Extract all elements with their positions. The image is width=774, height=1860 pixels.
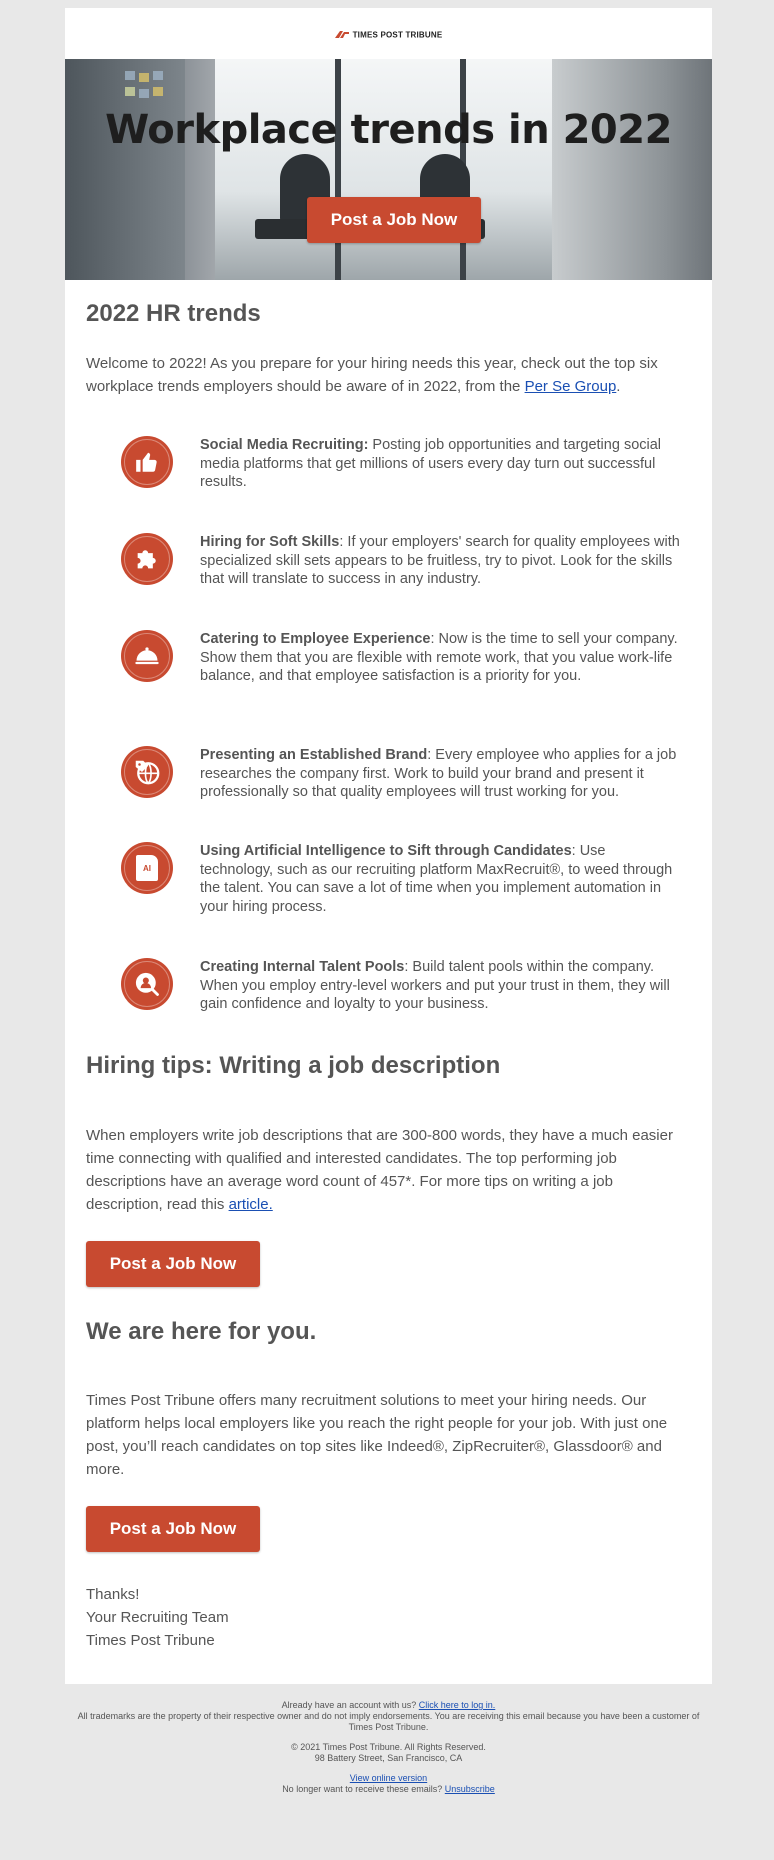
view-online-link[interactable]: View online version	[349, 1773, 428, 1783]
login-link[interactable]: Click here to log in.	[418, 1700, 496, 1710]
brand-logo[interactable]	[65, 30, 712, 39]
article-link[interactable]: article.	[228, 1196, 273, 1213]
trend-title: Using Artificial Intelligence to Sift through Candidates	[200, 843, 572, 859]
post-job-button[interactable]: Post a Job Now	[86, 1241, 260, 1287]
trend-body: : Every employee who applies for a job researches the company first. Work to build your brand and present it professionally so that quality employees will trust working for you.	[200, 747, 677, 800]
trend-body: Posting job opportunities and targeting social media platforms that get millions of users every day turn out successful results.	[200, 437, 662, 490]
hero-banner	[65, 59, 712, 280]
user-search-icon	[121, 958, 173, 1010]
brand-mark-icon	[335, 30, 349, 39]
trend-body: : If your employers' search for quality employees with specialized skill sets appears to be fruitless, try to pivot. Look for the skills that will translate to success in any industry.	[200, 534, 680, 587]
trend-title: Presenting an Established Brand	[200, 747, 428, 763]
per-se-group-link[interactable]: Per Se Group	[524, 378, 617, 395]
hero-post-job-button[interactable]: Post a Job Now	[307, 197, 481, 243]
here-for-you-heading: We are here for you.	[86, 1318, 317, 1345]
trend-title: Catering to Employee Experience	[200, 631, 431, 647]
disclaimer: All trademarks are the property of their respective owner and do not imply endorsements. You are receiving this email because you have been a customer of Times Post Tribune.	[77, 1711, 700, 1732]
globe-tag-icon	[121, 746, 173, 798]
email-footer: Already have an account with us? Click here to log in. All trademarks are the property of their respective owner and do not imply endorsements. You are receiving this email because you have been a customer of Times Post Tribune. © 2021 Times Post Tribune. All Rights Reserved. 98 Battery Street, San Francisco, CA View online version No longer want to receive these emails? Unsubscribe	[65, 1700, 712, 1795]
signoff: Thanks! Your Recruiting Team Times Post Tribune	[86, 1586, 229, 1649]
trend-body: : Use technology, such as our recruiting platform MaxRecruit®, to weed through the talent. You can save a lot of time when you implement automation in your hiring process.	[200, 843, 673, 915]
address: 98 Battery Street, San Francisco, CA	[314, 1753, 463, 1763]
unsubscribe-link[interactable]: Unsubscribe	[444, 1784, 495, 1794]
trend-body: : Now is the time to sell your company. Show them that you are flexible with remote work, that you value work-life balance, and that employee satisfaction is a priority for you.	[200, 631, 678, 684]
ai-document-icon	[121, 842, 173, 894]
trend-title: Creating Internal Talent Pools	[200, 959, 405, 975]
copyright: © 2021 Times Post Tribune. All Rights Reserved.	[291, 1742, 486, 1752]
thumbs-up-icon	[121, 436, 173, 488]
hr-trends-intro: Welcome to 2022! As you prepare for your hiring needs this year, check out the top six workplace trends employers should be aware of in 2022, from the Per Se Group.	[86, 355, 658, 395]
ai-icon-label: AI	[143, 863, 151, 873]
puzzle-piece-icon	[121, 533, 173, 585]
trend-body: : Build talent pools within the company. When you employ entry-level workers and put your trust in them, they will gain confidence and loyalty to your business.	[200, 959, 670, 1012]
hiring-tips-heading: Hiring tips: Writing a job description	[86, 1052, 501, 1079]
hr-trends-heading: 2022 HR trends	[86, 300, 261, 327]
cloche-icon	[121, 630, 173, 682]
post-job-button[interactable]: Post a Job Now	[86, 1506, 260, 1552]
trend-title: Social Media Recruiting:	[200, 437, 369, 453]
brand-name: TIMES POST TRIBUNE	[352, 30, 443, 40]
trend-title: Hiring for Soft Skills	[200, 534, 340, 550]
email-card	[65, 8, 712, 1684]
hiring-tips-text: When employers write job descriptions that are 300-800 words, they have a much easier time connecting with qualified and interested candidates. The top performing job descriptions have an average word count of 457*. For more tips on writing a job description, read this article.	[86, 1127, 673, 1213]
hero-title: Workplace trends in 2022	[105, 107, 672, 153]
here-for-you-text: Times Post Tribune offers many recruitment solutions to meet your hiring needs. Our platform helps local employers like you reach the right people for your job. With just one post, you’ll reach candidates on top sites like Indeed®, ZipRecruiter®, Glassdoor® and more.	[86, 1392, 668, 1478]
